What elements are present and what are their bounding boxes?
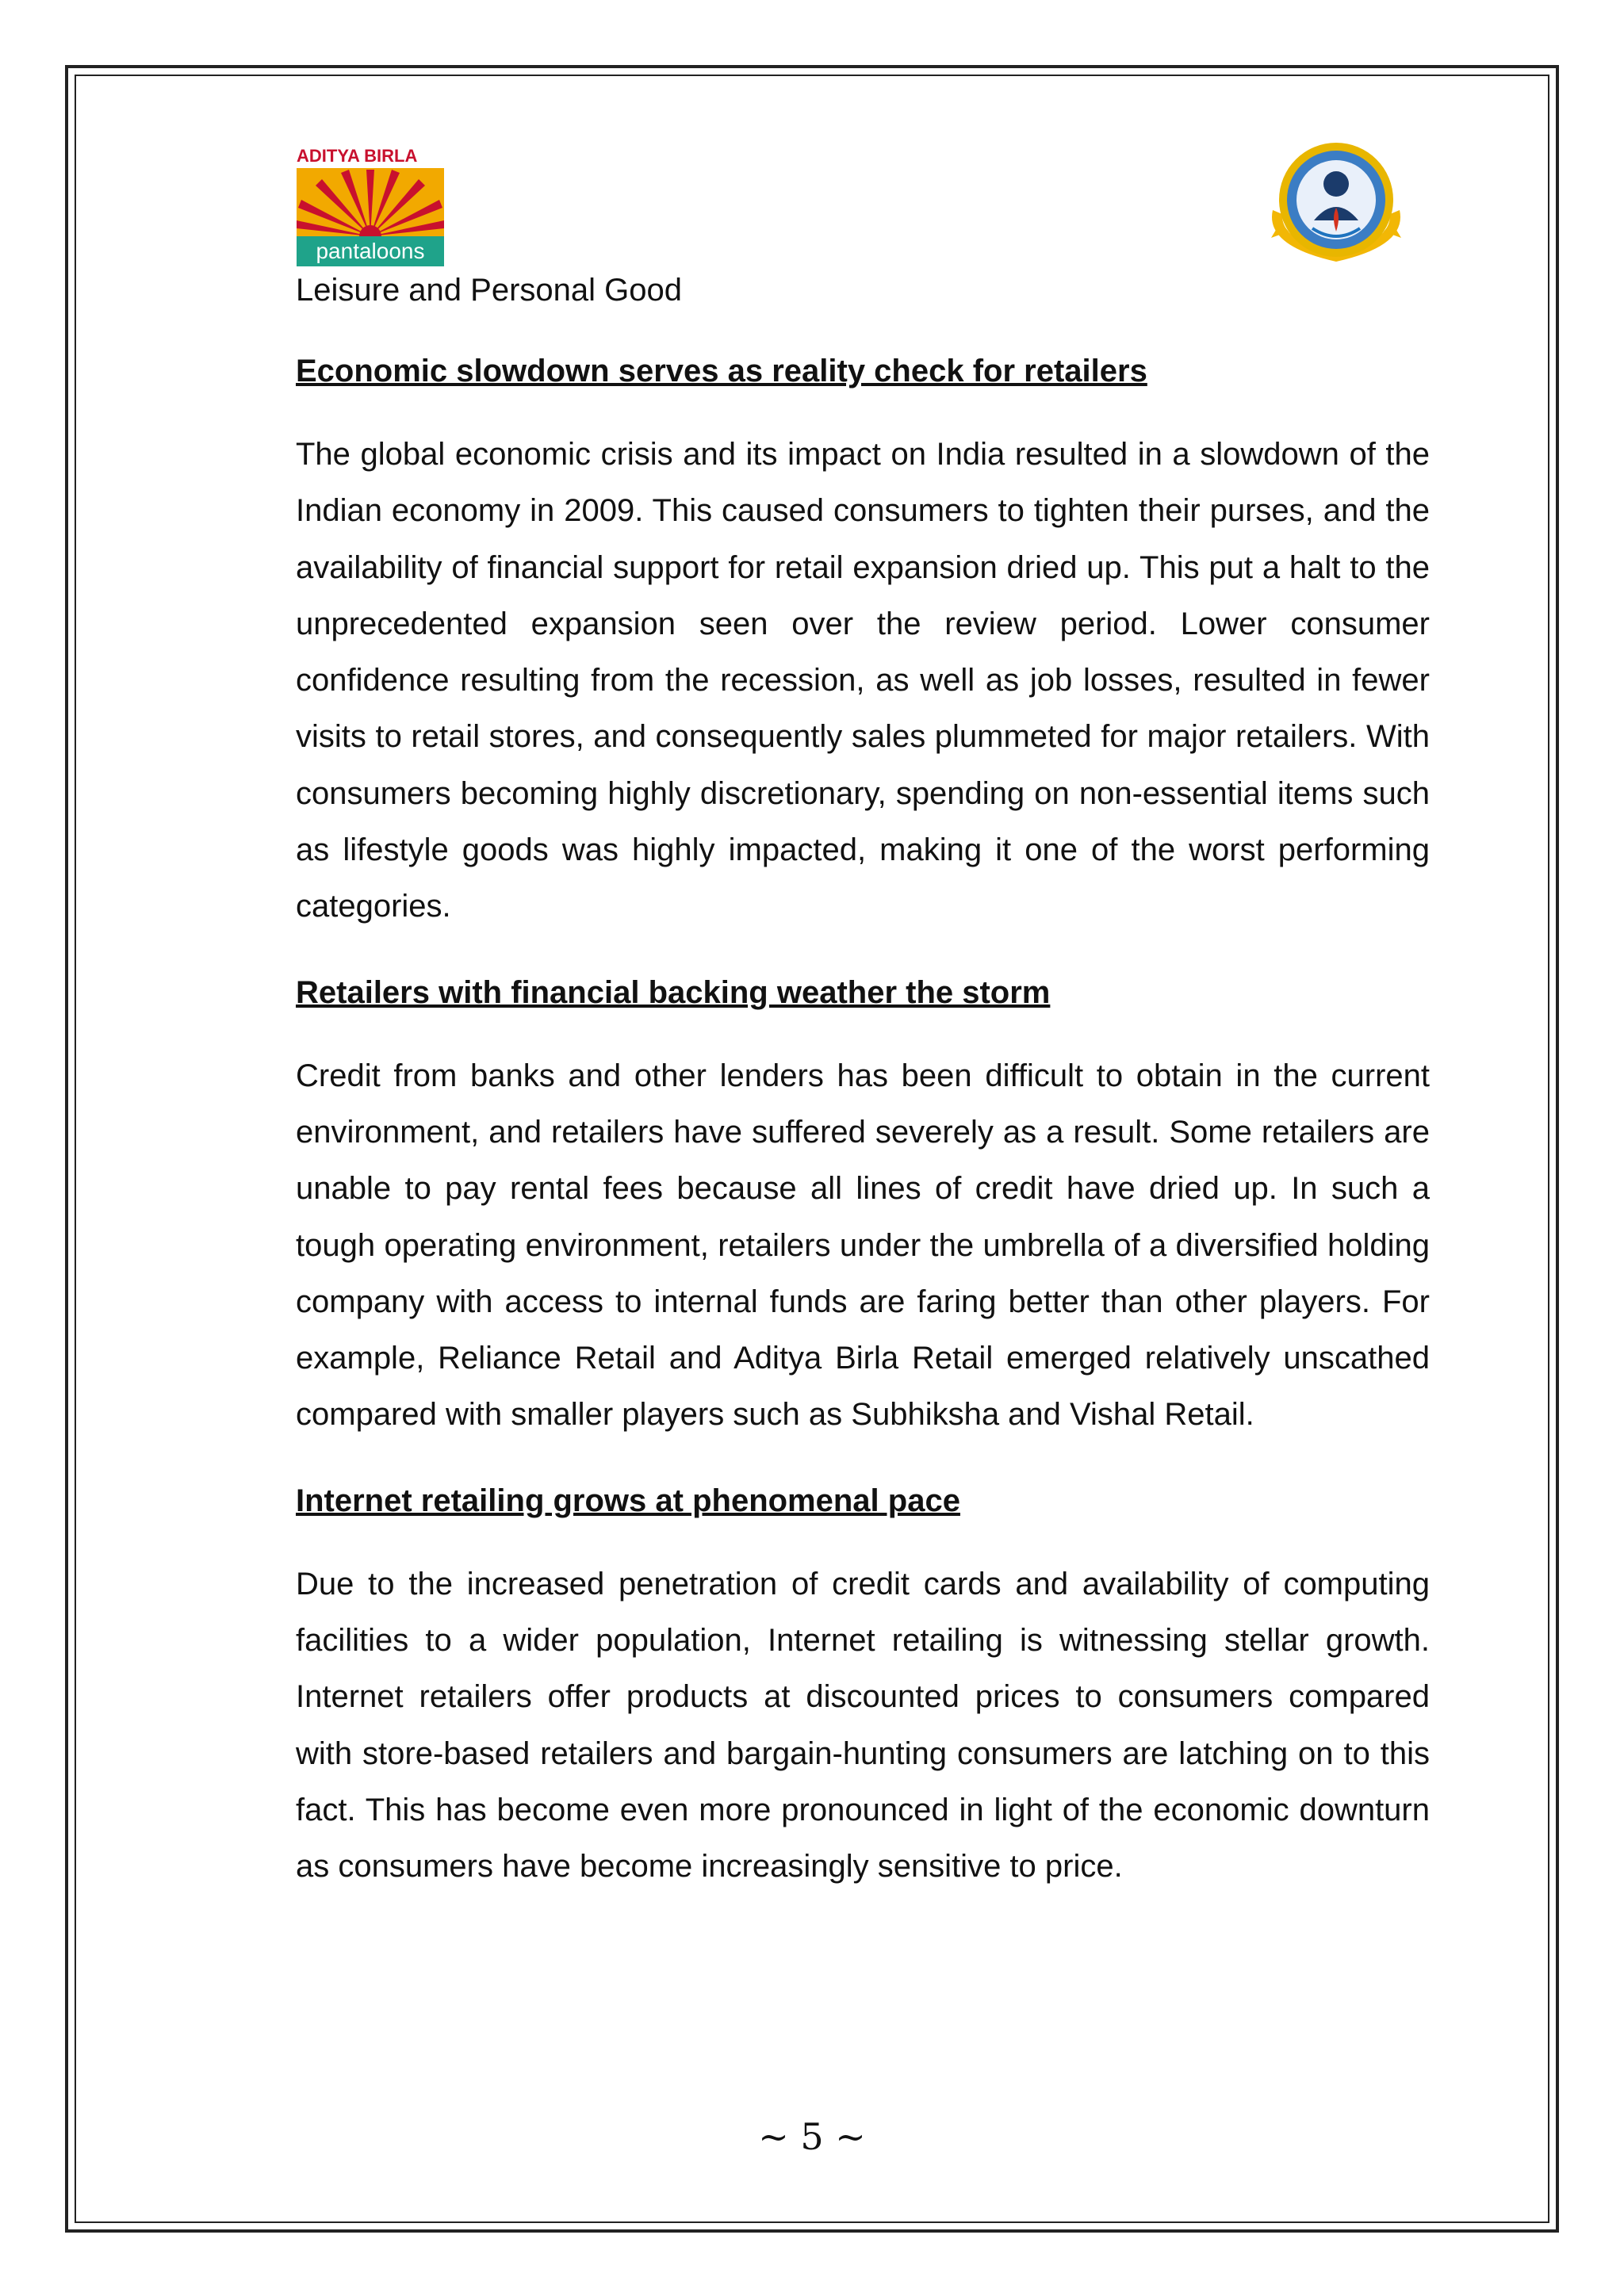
brand-top-text: ADITYA BIRLA	[297, 146, 418, 166]
section-heading: Internet retailing grows at phenomenal pace	[296, 1483, 960, 1518]
section-paragraph: Credit from banks and other lenders has been difficult to obtain in the current environment, and retailers have suffered severely as a result. Some retailers are unable to pay rental fees because all lines of credit have dried up. In such a tough operating environment, retailers under the umbrella of a diversified holding company with access to internal funds are faring better than other players. For example, Reliance Retail and Aditya Birla Retail emerged relatively unscathed compared with smaller players such as Subhiksha and Vishal Retail.	[296, 1058, 1430, 1433]
section-heading: Retailers with financial backing weather the storm	[296, 974, 1051, 1010]
aditya-birla-pantaloons-logo	[295, 141, 446, 268]
section-paragraph: The global economic crisis and its impact on India resulted in a slowdown of the Indian economy in 2009. This caused consumers to tighten their purses, and the availability of financial support for retail expansion dried up. This put a halt to the unprecedented expansion seen over the review period. Lower consumer confidence resulting from the recession, as well as job losses, resulted in fewer visits to retail stores, and consequently sales plummeted for major retailers. With consumers becoming highly discretionary, spending on non-essential items such as lifestyle goods was highly impacted, making it one of the worst performing categories.	[296, 437, 1430, 924]
brand-bottom-text: pantaloons	[316, 239, 425, 263]
page-number: ~ 5 ~	[758, 2115, 866, 2158]
section-heading: Economic slowdown serves as reality check for retailers	[296, 354, 1147, 388]
section-paragraph: Due to the increased penetration of credit cards and availability of computing facilities to a wider population, Internet retailing is witnessing stellar growth. Internet retailers offer products at discounted prices to consumers compared with store-based retailers and bargain-hunting consumers are latching on to this fact. This has become even more pronounced in light of the economic downturn as consumers have become increasingly sensitive to price.	[296, 1566, 1430, 1885]
page-content	[296, 266, 1430, 1896]
page-subtitle: Leisure and Personal Good	[296, 273, 682, 308]
university-emblem-logo	[1257, 135, 1415, 270]
